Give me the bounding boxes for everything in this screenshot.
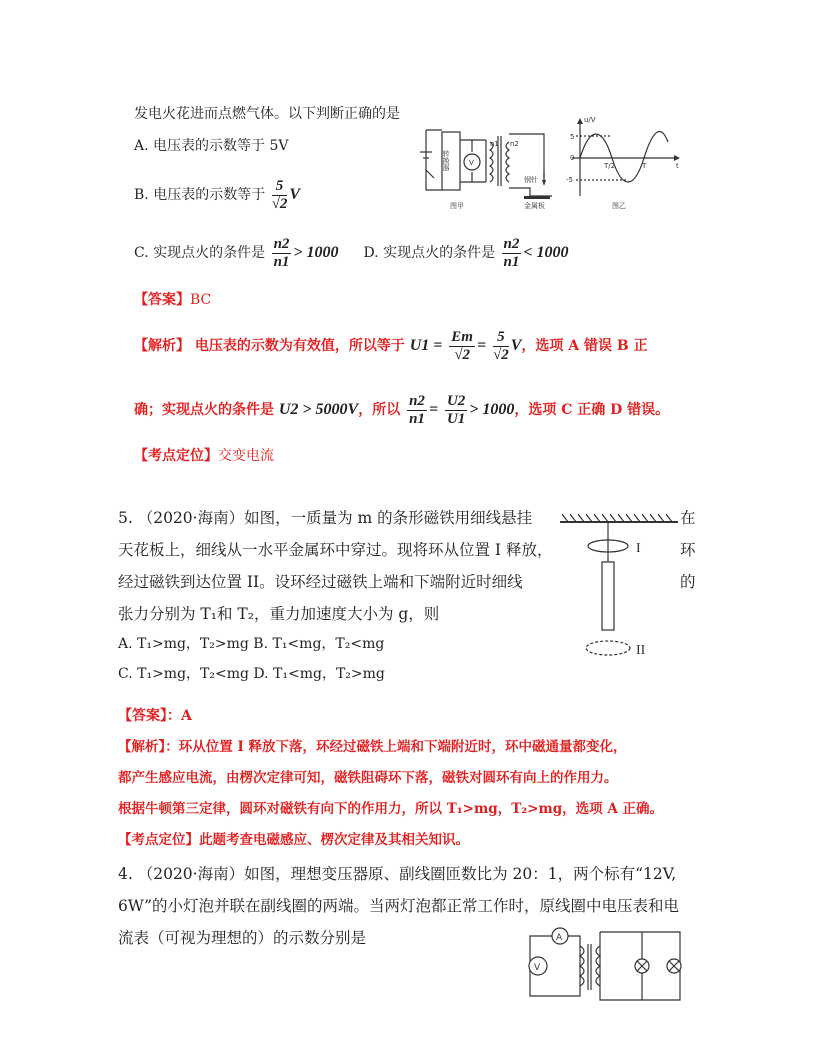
option-c-d: [134, 232, 569, 274]
converter-label: 转换器: [442, 150, 450, 171]
axis-t-label: t: [676, 162, 679, 170]
voltmeter-q4-label: V: [534, 963, 541, 973]
option-b: [134, 174, 300, 216]
analysis-text-2c: ，选项 C 正确 D 错误。: [514, 402, 670, 418]
transformer-circuit-figure: [520, 922, 690, 1008]
option-b-prefix: B. 电压表的示数等于: [134, 187, 266, 203]
q4-line-3: 流表（可视为理想的）的示数分别是: [118, 929, 367, 947]
answer-label: 【答案】: [134, 292, 190, 308]
analysis-u1: U1 =: [409, 337, 443, 354]
q5-line-1-end: 在: [680, 509, 696, 527]
analysis-frac-n: [407, 393, 427, 428]
q5-answer-row: [118, 706, 192, 726]
analysis-frac-em-den: √2: [454, 346, 470, 363]
fig-b-label: 图乙: [612, 202, 626, 210]
analysis-frac-em: [449, 329, 475, 364]
position-1-label: I: [636, 541, 641, 556]
analysis-frac-5-num: 5: [493, 329, 509, 347]
analysis-text-2b: ，所以: [358, 402, 401, 418]
option-d-rel: < 1000: [523, 244, 569, 261]
q5-topic: 【考点定位】此题考查电磁感应、楞次定律及其相关知识。: [118, 832, 469, 848]
circuit-and-waveform-figure: [412, 112, 684, 212]
analysis-label: 【解析】: [134, 338, 190, 354]
tick-0: 0: [570, 154, 575, 162]
q5-line-2-end: 环: [680, 541, 696, 559]
option-c-fraction: [272, 236, 292, 271]
option-b-den: √2: [271, 195, 288, 212]
analysis-frac-u: [445, 393, 467, 428]
analysis-frac-n-num: n2: [409, 392, 425, 409]
q5-analysis-2: 都产生感应电流，由楞次定律可知，磁铁阻碍环下落，磁铁对圆环有向上的作用力。: [118, 770, 618, 786]
answer-row: [134, 290, 211, 310]
option-b-fraction: [272, 178, 288, 213]
q4-line-1: 4. （2020·海南）如图，理想变压器原、副线圈匝数比为 20：1，两个标有“12V,: [118, 865, 677, 883]
analysis-line-1: [134, 324, 648, 368]
q5-line-3: 经过磁铁到达位置 II。设环经过磁铁上端和下端附近时细线: [118, 573, 523, 591]
option-c-rel: > 1000: [293, 244, 339, 261]
tick-T: T: [642, 162, 647, 170]
analysis-text-1b: ，选项 A 错误 B 正: [521, 338, 648, 354]
option-b-unit: V: [289, 186, 301, 203]
n2-label: n2: [510, 140, 519, 148]
q5-line-1: 5. （2020·海南）如图，一质量为 m 的条形磁铁用细线悬挂: [118, 509, 533, 527]
q5-options-ab: A. T₁>mg，T₂>mg B. T₁<mg，T₂<mg: [118, 636, 385, 652]
option-d-num: n2: [503, 235, 520, 252]
analysis-eq-2: =: [428, 401, 439, 418]
tick-5: 5: [570, 133, 575, 141]
option-d-den: n1: [503, 253, 520, 270]
n1-label: n1: [490, 140, 499, 148]
analysis-frac-em-num: Em: [451, 328, 473, 345]
analysis-frac-u-num: U2: [446, 392, 466, 409]
analysis-cond: U2 > 5000V: [278, 401, 359, 418]
tick-neg5: -5: [566, 176, 573, 184]
option-d-fraction: [502, 236, 522, 271]
q5-analysis-1: 【解析】：环从位置 I 释放下落，环经过磁铁上端和下端附近时，环中磁通量都变化，: [118, 739, 627, 755]
q4-line-2: 6W”的小灯泡并联在副线圈的两端。当两灯泡都正常工作时，原线圈中电压表和电: [118, 897, 680, 915]
option-d-prefix: D. 实现点火的条件是: [363, 245, 496, 261]
tick-half-T: T/2: [604, 162, 616, 170]
analysis-rel: > 1000: [469, 401, 515, 418]
topic-row: [134, 446, 274, 466]
q5-options-cd: C. T₁>mg，T₂<mg D. T₁<mg，T₂>mg: [118, 666, 385, 682]
q5-line-2: 天花板上，细线从一水平金属环中穿过。现将环从位置 I 释放，: [118, 541, 553, 559]
option-a: A. 电压表的示数等于 5V: [134, 138, 289, 154]
analysis-unit-v: V: [510, 337, 522, 354]
q5-analysis-3: 根据牛顿第三定律，圆环对磁铁有向下的作用力，所以 T₁>mg，T₂>mg，选项 A 正确。: [118, 801, 664, 817]
analysis-frac-u-den: U1: [446, 410, 466, 427]
option-c-prefix: C. 实现点火的条件是: [134, 245, 266, 261]
analysis-text-1a: 电压表的示数为有效值，所以等于: [194, 338, 405, 354]
needle-label: 钢针: [524, 176, 538, 184]
option-c-den: n1: [273, 253, 290, 270]
analysis-text-2a: 确；实现点火的条件是: [134, 402, 274, 418]
fig-a-label: 图甲: [450, 202, 464, 210]
option-c-num: n2: [273, 235, 290, 252]
axis-u-label: u/V: [584, 116, 596, 124]
position-2-label: II: [636, 643, 646, 658]
option-b-num: 5: [272, 178, 288, 196]
q5-answer-value: A: [181, 708, 192, 724]
answer-value: BC: [190, 292, 212, 308]
q5-line-3-end: 的: [680, 573, 696, 591]
analysis-eq-1: =: [476, 337, 487, 354]
q5-answer-label: 【答案】：: [118, 708, 181, 724]
topic-label: 【考点定位】: [134, 448, 218, 464]
plate-label: 金属板: [524, 202, 545, 210]
q5-line-4: 张力分别为 T₁和 T₂，重力加速度大小为 g，则: [118, 605, 440, 623]
question-stem-tail: 发电火花进而点燃气体。以下判断正确的是: [134, 106, 400, 122]
magnet-ring-figure: [560, 512, 680, 662]
topic-value: 交变电流: [218, 448, 274, 464]
analysis-frac-5-den: √2: [492, 346, 509, 363]
analysis-frac-5: [493, 329, 509, 364]
analysis-frac-n-den: n1: [409, 410, 425, 427]
analysis-line-2: [134, 388, 669, 432]
ammeter-label: A: [556, 933, 563, 943]
voltmeter-label: V: [469, 159, 474, 167]
